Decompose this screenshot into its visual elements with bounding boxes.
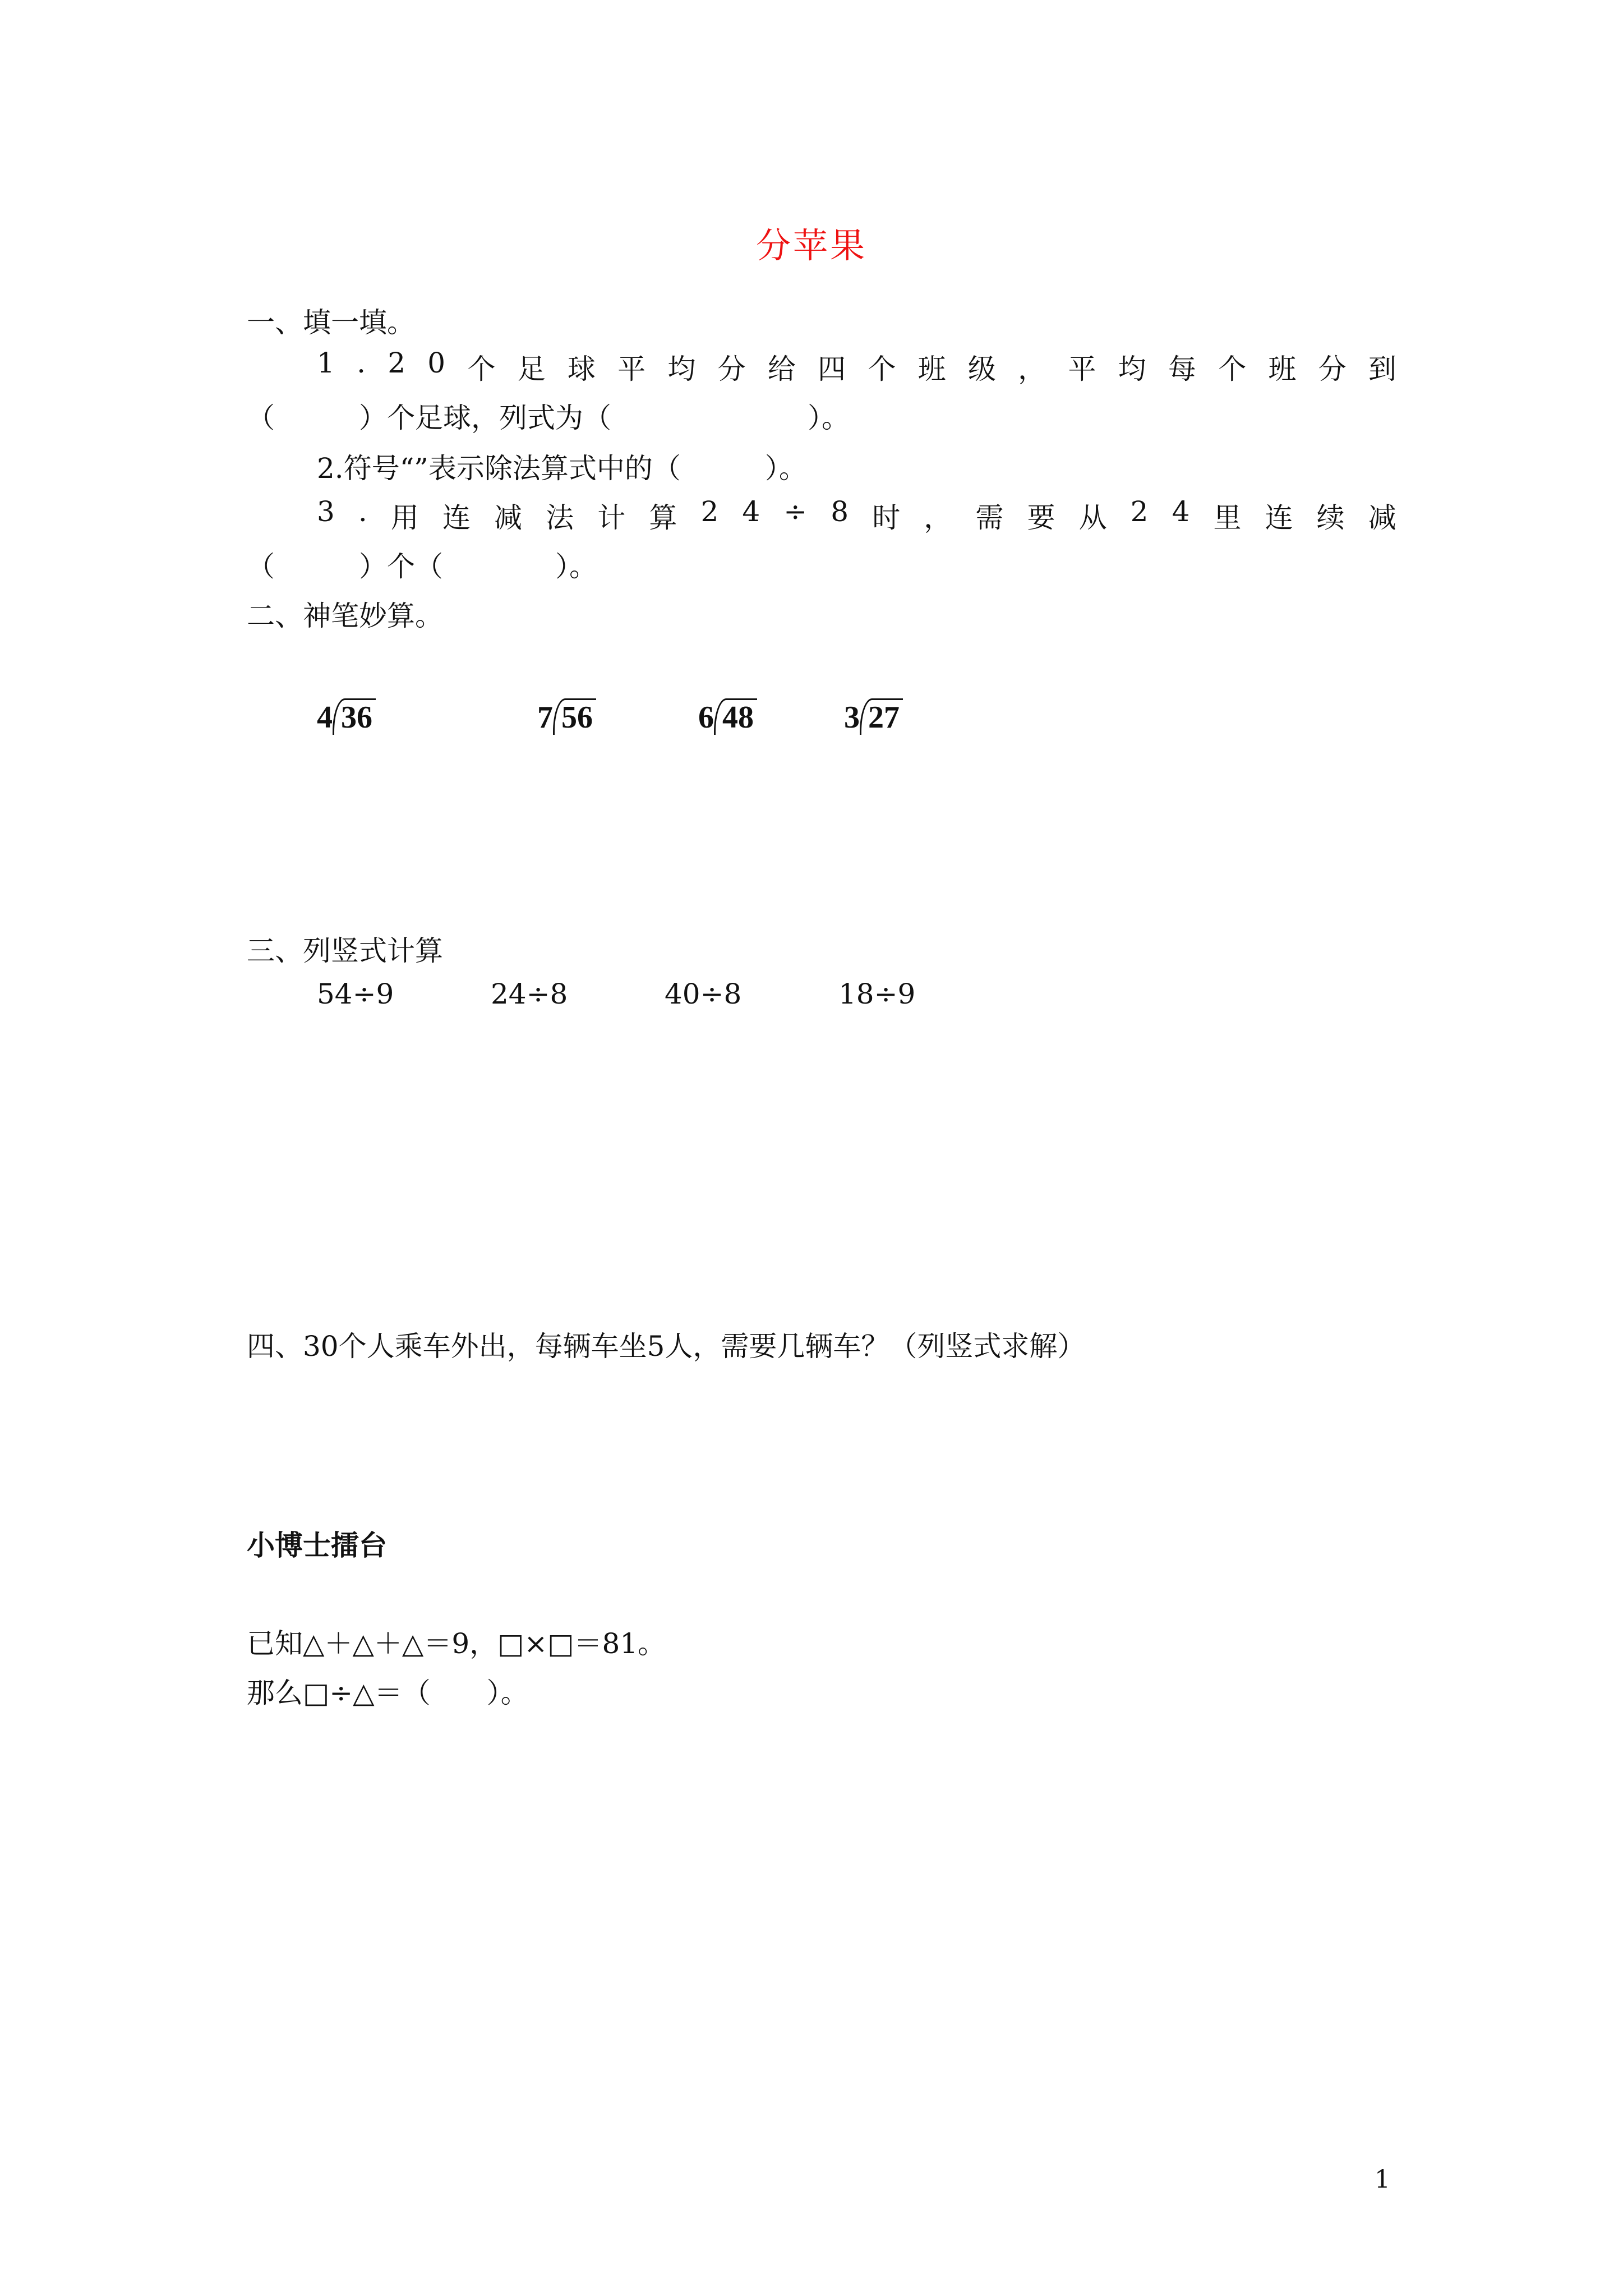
divisor: 7 xyxy=(537,700,553,735)
q1-line1-char: 球 xyxy=(567,353,596,385)
q3-line1-char: 4 xyxy=(742,495,760,528)
q3-line1-char: 里 xyxy=(1213,501,1242,534)
divisor: 4 xyxy=(317,700,333,735)
long-division-3 xyxy=(698,698,757,735)
divisor: 6 xyxy=(698,700,714,735)
q1-line1-char: 平 xyxy=(617,353,646,385)
q3-line1-char: 法 xyxy=(546,501,574,534)
calc-item-1: 54÷9 xyxy=(317,978,394,1010)
long-division-2 xyxy=(537,698,596,735)
q1-line1-char: 0 xyxy=(427,347,446,379)
q3-line1-char: 8 xyxy=(831,495,849,528)
section4-heading: 四、30个人乘车外出，每辆车坐5人，需要几辆车？（列竖式求解） xyxy=(247,1330,1086,1363)
section2-heading: 二、神笔妙算。 xyxy=(247,600,443,632)
q3-line1-char: 减 xyxy=(1368,501,1396,534)
q1-line1 xyxy=(317,347,1396,387)
q1-line1-char: 分 xyxy=(717,353,746,385)
q3-line1-char: 2 xyxy=(1130,495,1149,528)
q1-line1-char: 均 xyxy=(1118,353,1146,385)
q3-line1-char: 要 xyxy=(1027,501,1055,534)
q3-line1-char: 计 xyxy=(597,501,626,534)
q1-line1-char: 个 xyxy=(467,353,496,385)
long-division-4 xyxy=(844,698,903,735)
q3-line1-char: 连 xyxy=(442,501,471,534)
long-division-1 xyxy=(317,698,376,735)
q3-line1-char: 减 xyxy=(494,501,523,534)
bonus-heading: 小博士擂台 xyxy=(247,1529,387,1562)
page-title: 分苹果 xyxy=(755,225,867,266)
q1-line1-char: 分 xyxy=(1318,353,1347,385)
calc-item-3: 40÷8 xyxy=(665,978,742,1010)
q1-line1-char: ， xyxy=(1018,353,1046,385)
q1-line1-char: 每 xyxy=(1168,353,1196,385)
bonus-line2: 那么□÷△＝（ ）。 xyxy=(247,1677,529,1709)
q1-line1-char: 个 xyxy=(1218,353,1247,385)
q1-line1-char: 足 xyxy=(517,353,546,385)
q3-line1-char: ， xyxy=(924,501,952,534)
q3-line1-char: 时 xyxy=(872,501,901,534)
q3-line1-char: 3 xyxy=(317,495,335,528)
q3-line1-char: 从 xyxy=(1078,501,1107,534)
calc-item-2: 24÷8 xyxy=(491,978,568,1010)
q3-line1-char: 2 xyxy=(700,495,719,528)
q3-line1-char: . xyxy=(358,495,367,528)
q1-line1-char: 班 xyxy=(1268,353,1297,385)
q3-line1-char: ÷ xyxy=(783,495,808,528)
dividend: 48 xyxy=(714,698,757,735)
q1-line1-char: 个 xyxy=(868,353,896,385)
q1-line1-char: 级 xyxy=(967,353,996,385)
calc-item-4: 18÷9 xyxy=(838,978,916,1010)
section3-heading: 三、列竖式计算 xyxy=(247,935,443,967)
page-number: 1 xyxy=(1375,2165,1390,2194)
bonus-line1: 已知△＋△＋△＝9，□×□＝81。 xyxy=(247,1627,666,1660)
q3-line1-char: 连 xyxy=(1265,501,1293,534)
q1-line1-char: 1 xyxy=(317,347,335,379)
q1-line1-char: 2 xyxy=(388,347,406,379)
q2-line: 2.符号“”表示除法算式中的（ ）。 xyxy=(317,452,807,485)
q3-line1-char: 需 xyxy=(975,501,1004,534)
dividend: 36 xyxy=(333,698,376,735)
q3-line1-char: 算 xyxy=(649,501,677,534)
q3-line2: （ ）个（ ）。 xyxy=(247,550,597,583)
q1-line1-char: 均 xyxy=(667,353,696,385)
q1-line1-char: 班 xyxy=(917,353,946,385)
q1-line1-char: . xyxy=(357,347,366,379)
dividend: 27 xyxy=(860,698,903,735)
section1-heading: 一、填一填。 xyxy=(247,306,415,339)
q3-line1 xyxy=(317,495,1396,536)
q3-line1-char: 用 xyxy=(390,501,419,534)
q1-line1-char: 给 xyxy=(767,353,796,385)
q1-line1-char: 四 xyxy=(818,353,846,385)
q1-line1-char: 平 xyxy=(1068,353,1096,385)
dividend: 56 xyxy=(553,698,596,735)
divisor: 3 xyxy=(844,700,860,735)
q1-line2: （ ）个足球，列式为（ ）。 xyxy=(247,402,850,434)
q1-line1-char: 到 xyxy=(1368,353,1396,385)
q3-line1-char: 4 xyxy=(1172,495,1190,528)
q3-line1-char: 续 xyxy=(1316,501,1345,534)
